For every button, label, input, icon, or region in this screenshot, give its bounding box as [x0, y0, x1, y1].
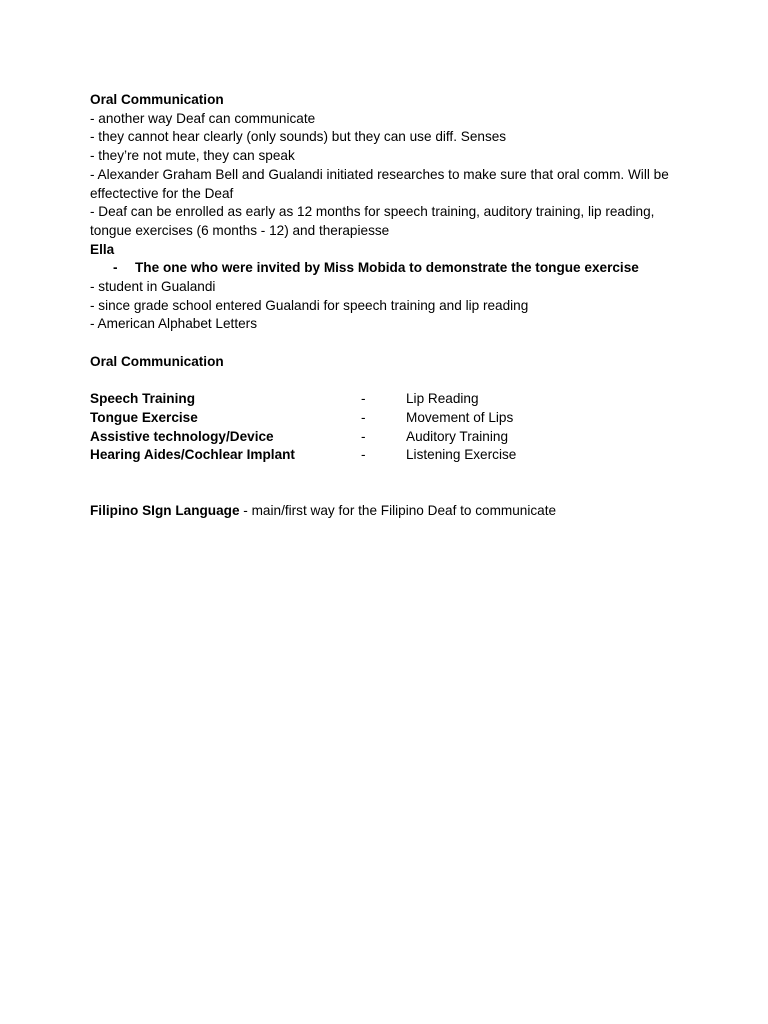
person-name-ella: Ella — [90, 241, 115, 257]
note-line: - Alexander Graham Bell and Gualandi initiated researches to make sure that oral comm. Will be effectective for the Deaf — [90, 166, 669, 201]
table-cell-left: Hearing Aides/Cochlear Implant — [90, 447, 295, 463]
bullet-dash: - — [113, 260, 118, 276]
table-cell-left: Assistive technology/Device — [90, 428, 274, 444]
fsl-definition-text: - main/first way for the Filipino Deaf to communicate — [239, 503, 557, 519]
fsl-term: Filipino SIgn Language — [90, 503, 240, 519]
fsl-definition — [90, 502, 680, 521]
table-row — [90, 446, 680, 465]
table-cell-separator: - — [361, 447, 366, 463]
table-cell-right: Listening Exercise — [406, 447, 517, 463]
table-cell-right: Auditory Training — [406, 428, 509, 444]
table-row — [90, 428, 680, 447]
note-line: - they cannot hear clearly (only sounds) but they can use diff. Senses — [90, 129, 507, 145]
note-line: - American Alphabet Letters — [90, 316, 257, 332]
table-cell-separator: - — [361, 391, 366, 407]
table-cell-right: Movement of Lips — [406, 409, 514, 425]
table-row — [90, 390, 680, 409]
spacer — [90, 465, 680, 502]
table-cell-left: Tongue Exercise — [90, 409, 198, 425]
document-body — [90, 91, 680, 521]
note-line: - since grade school entered Gualandi for speech training and lip reading — [90, 297, 529, 313]
table-cell-left: Speech Training — [90, 391, 195, 407]
table-row — [90, 409, 680, 428]
section-heading-oral-communication: Oral Communication — [90, 92, 224, 107]
note-line: - Deaf can be enrolled as early as 12 months for speech training, auditory training, lip reading, tongue exercises (6 months - 12) and therapiesse — [90, 204, 655, 238]
table-cell-right: Lip Reading — [406, 391, 479, 407]
section-heading-oral-communication-2: Oral Communication — [90, 353, 224, 369]
table-cell-separator: - — [361, 409, 366, 425]
bullet-item — [90, 259, 680, 278]
spacer — [90, 372, 680, 391]
note-line: - they’re not mute, they can speak — [90, 148, 295, 164]
spacer — [90, 334, 680, 353]
table-cell-separator: - — [361, 428, 366, 444]
note-line: - another way Deaf can communicate — [90, 110, 316, 126]
bullet-text: The one who were invited by Miss Mobida to demonstrate the tongue exercise — [135, 260, 639, 276]
note-line: - student in Gualandi — [90, 279, 216, 295]
